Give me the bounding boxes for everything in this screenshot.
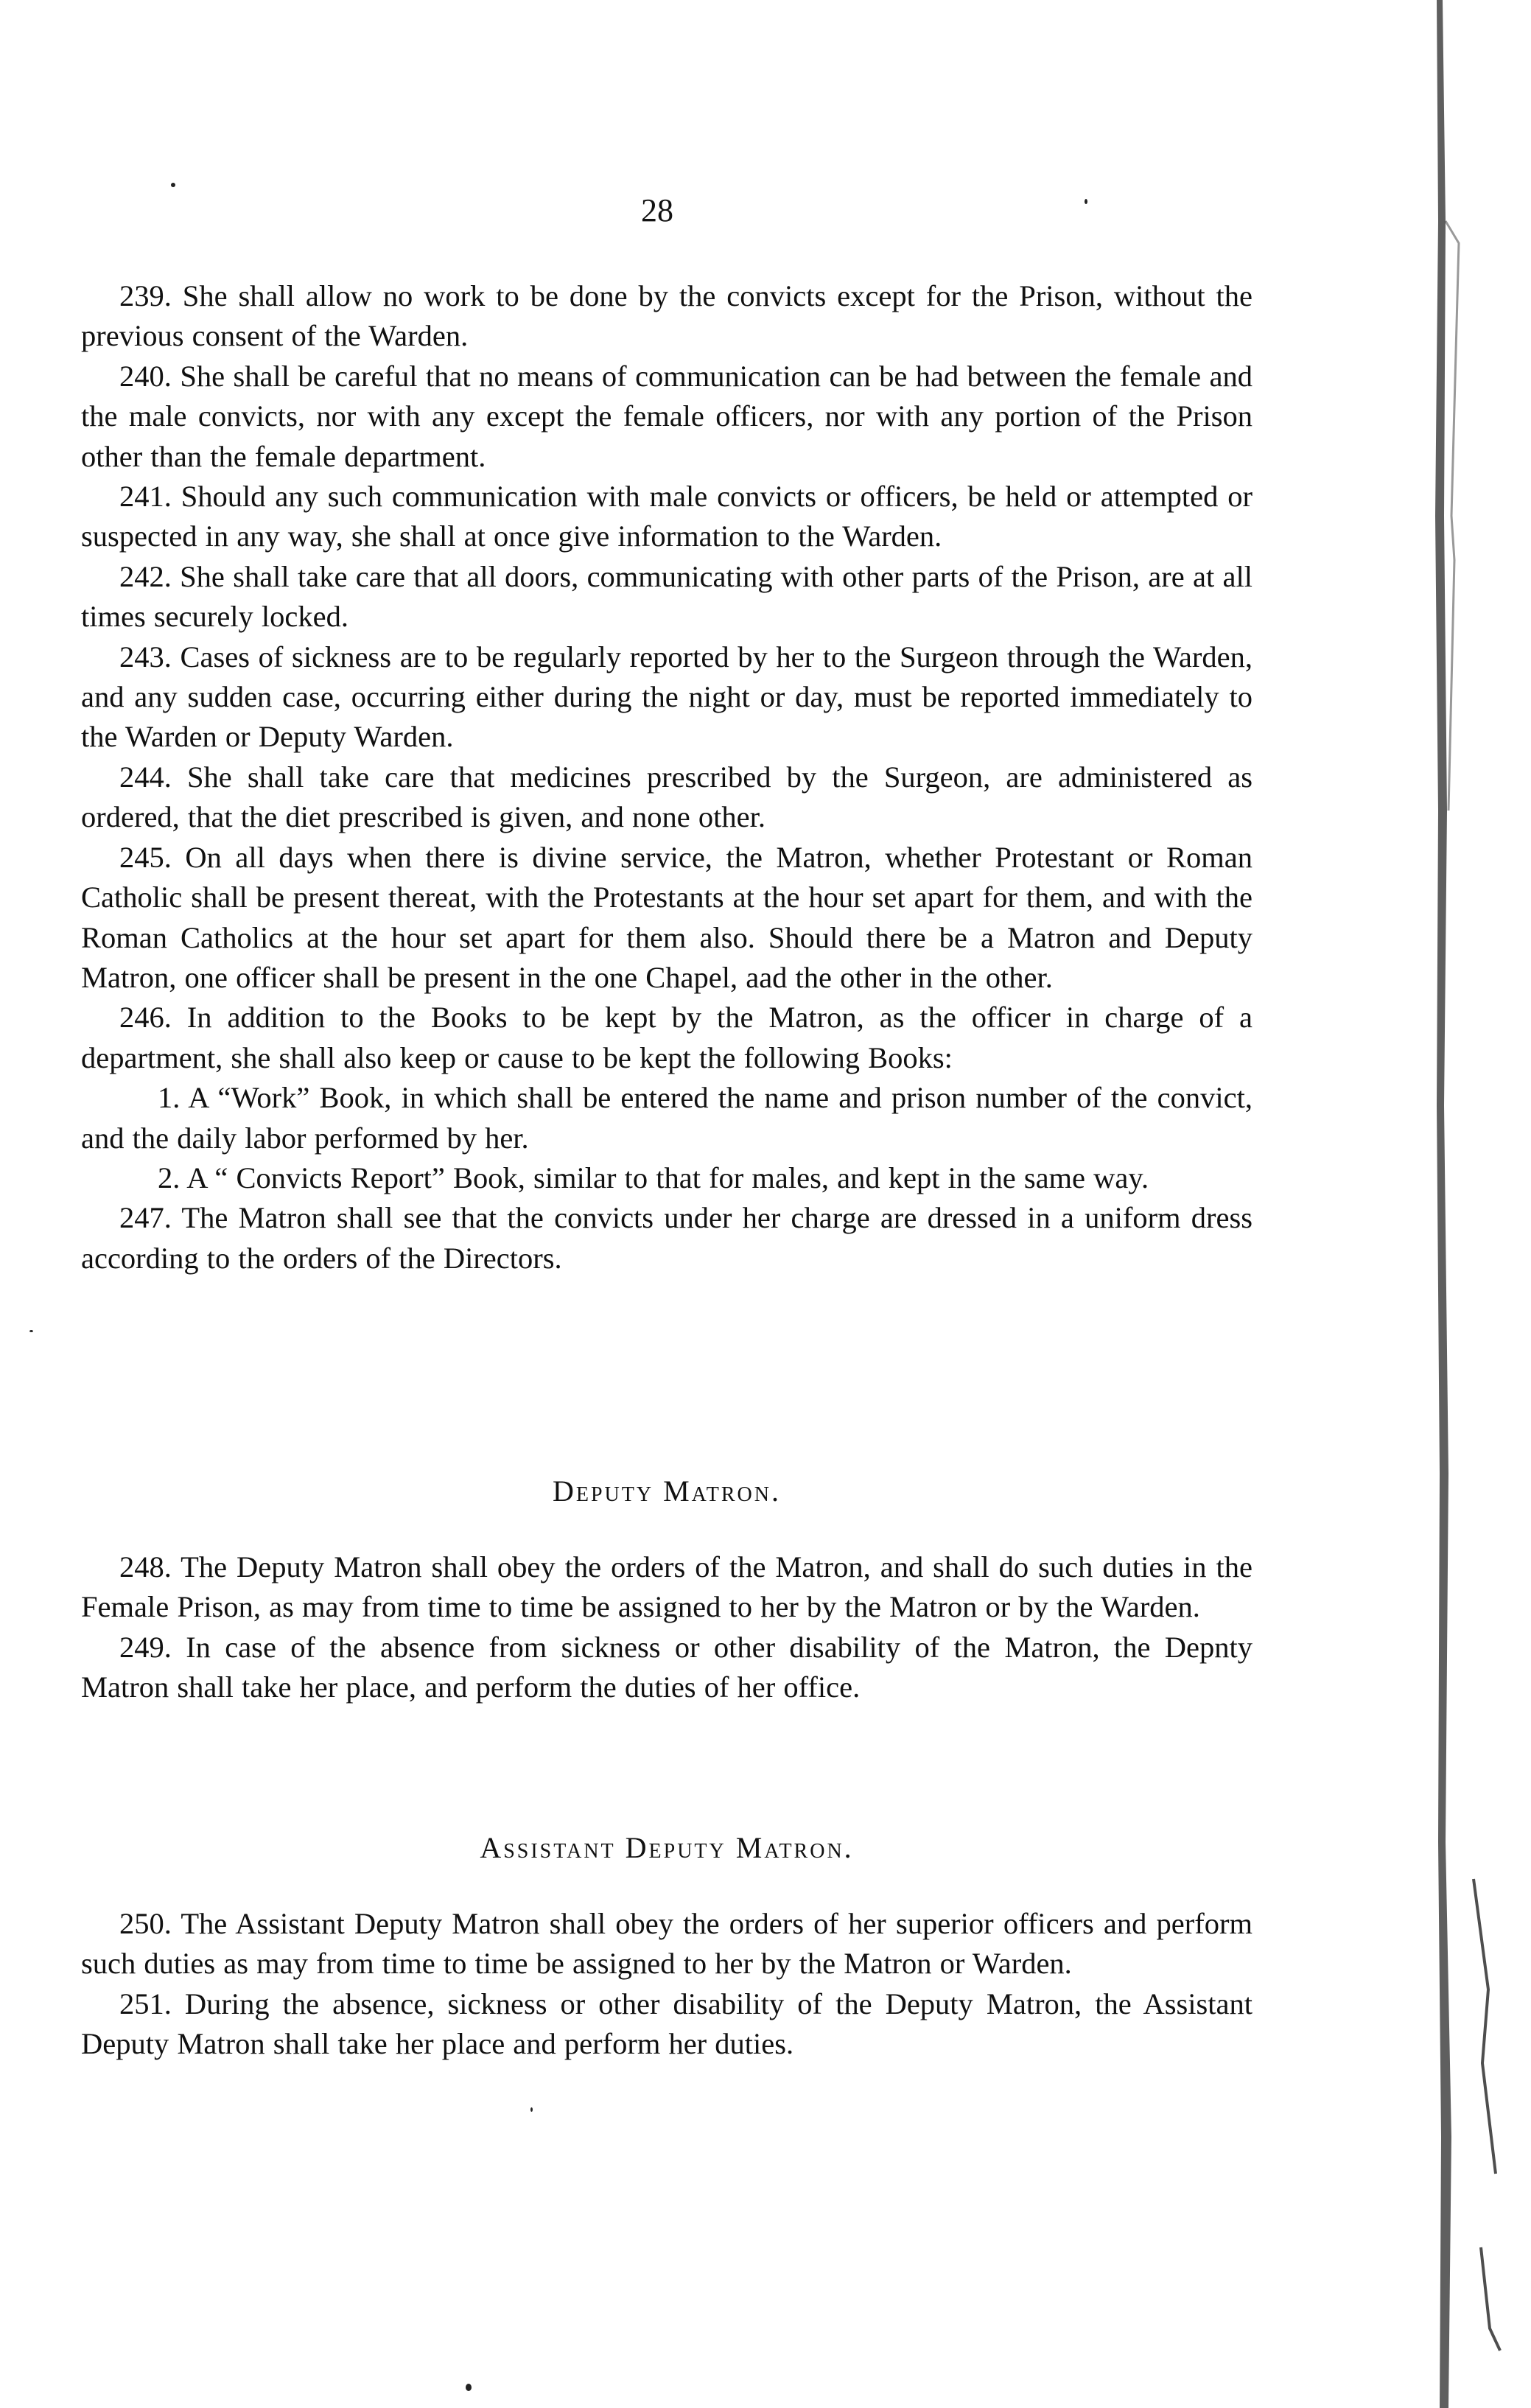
- rule-paragraph: 247. The Matron shall see that the convicts under her charge are dressed in a uniform dress according to the orders of the Directors.: [81, 1201, 1253, 1275]
- rule-paragraph: 249. In case of the absence from sickness or other disability of the Matron, the Depnty Matron shall take her place, and perform the duties of her office.: [81, 1630, 1253, 1704]
- rule-paragraph: 244. She shall take care that medicines prescribed by the Surgeon, are administered as ordered, that the diet prescribed is given, and none other.: [81, 760, 1253, 834]
- rule-paragraph: 242. She shall take care that all doors, communicating with other parts of the Prison, are at all times securely locked.: [81, 559, 1253, 634]
- rule-paragraph: 241. Should any such communication with male convicts or officers, be held or attempted or suspected in any way, she shall at once give information to the Warden.: [81, 480, 1253, 553]
- scan-speck: [466, 2384, 472, 2391]
- scan-speck: [1085, 199, 1087, 204]
- section-heading-assistant-deputy-matron: Assistant Deputy Matron.: [480, 1831, 854, 1864]
- rule-paragraph: 245. On all days when there is divine service, the Matron, whether Protestant or Roman Catholic shall be present thereat, with the Protestants at the hour set apart for them, and with the Roman Catholics at the hour set apart for them also. Should there be a Matron and Deputy Matron, one officer shall be present in the one Chapel, aad the other in the other.: [81, 840, 1253, 994]
- scan-speck: [29, 1330, 33, 1332]
- rule-subitem: 1. A “Work” Book, in which shall be entered the name and prison number of the convict, and the daily labor performed by her.: [81, 1081, 1253, 1155]
- scan-edge-shadow: [1429, 0, 1531, 2408]
- scan-speck: [171, 183, 175, 187]
- rule-paragraph: 251. During the absence, sickness or other disability of the Deputy Matron, the Assistant Deputy Matron shall take her place and perform her duties.: [81, 1987, 1253, 2061]
- rule-subitem: 2. A “ Convicts Report” Book, similar to that for males, and kept in the same way.: [158, 1161, 1149, 1194]
- section-heading-deputy-matron: Deputy Matron.: [552, 1474, 781, 1508]
- rule-paragraph: 239. She shall allow no work to be done by the convicts except for the Prison, without the previous consent of the Warden.: [81, 279, 1253, 353]
- rule-paragraph: 250. The Assistant Deputy Matron shall obey the orders of her superior officers and perform such duties as may from time to time be assigned to her by the Matron or Warden.: [81, 1907, 1253, 1981]
- rule-paragraph: 240. She shall be careful that no means of communication can be had between the female and the male convicts, nor with any except the female officers, nor with any portion of the Prison other than the female department.: [81, 359, 1253, 473]
- rule-paragraph: 248. The Deputy Matron shall obey the orders of the Matron, and shall do such duties in the Female Prison, as may from time to time be assigned to her by the Matron or by the Warden.: [81, 1550, 1253, 1624]
- scan-speck: [530, 2107, 533, 2112]
- rule-paragraph: 246. In addition to the Books to be kept by the Matron, as the officer in charge of a department, she shall also keep or cause to be kept the following Books:: [81, 1001, 1253, 1074]
- rule-paragraph: 243. Cases of sickness are to be regularly reported by her to the Surgeon through the Warden, and any sudden case, occurring either during the night or day, must be reported immediately to the Warden or Deputy Warden.: [81, 640, 1253, 754]
- page-number: 28: [641, 192, 673, 228]
- deputy-matron-section: [81, 1547, 1253, 1708]
- matron-rules-section: [81, 276, 1253, 1278]
- assistant-deputy-matron-section: [81, 1904, 1253, 2065]
